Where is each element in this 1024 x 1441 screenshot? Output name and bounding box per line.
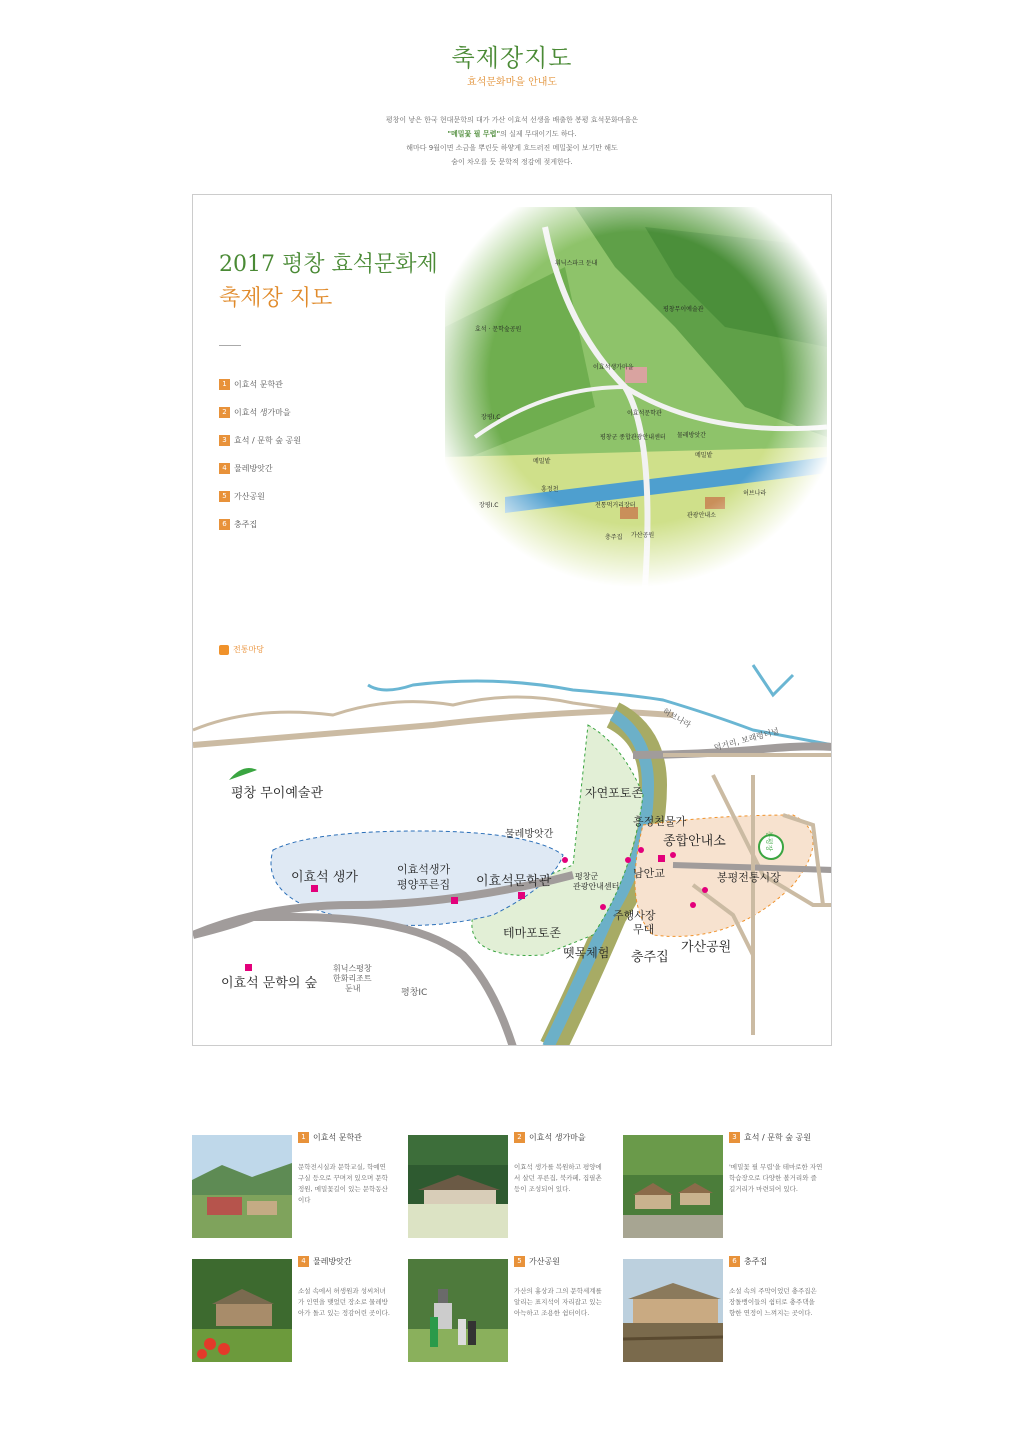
spot-marker xyxy=(562,857,568,863)
card-title xyxy=(514,1132,586,1143)
map-label: 봉평전통시장 xyxy=(717,871,781,884)
card-title xyxy=(729,1256,767,1267)
vignette xyxy=(445,207,827,587)
aerial-label: 이효석문학관 xyxy=(627,410,662,417)
intro-line-2 xyxy=(0,127,1024,141)
map-label: 덕거리, 보래령터널 xyxy=(712,726,780,753)
spot-marker xyxy=(451,897,458,904)
map-label: 휘닉스평창 xyxy=(333,964,372,973)
schematic-map xyxy=(193,655,832,1046)
aerial-label: 평창군 종합관광안내센터 xyxy=(600,434,666,441)
map-heading-1: 2017 평창 효석문화제 xyxy=(219,252,438,277)
map-label: 평창 무이예술관 xyxy=(231,786,324,801)
zone-swatch xyxy=(219,645,229,655)
aerial-label: 평창무이예술관 xyxy=(663,306,704,313)
aerial-illustration xyxy=(445,207,827,587)
aerial-label: 메밀밭 xyxy=(533,458,551,465)
legend-label: 이효석 문학관 xyxy=(234,380,283,389)
card-number: 2 xyxy=(514,1132,525,1143)
map-label: 한화리조트 xyxy=(333,974,372,983)
map-label: 무대 xyxy=(633,923,655,936)
card-title-text: 가산공원 xyxy=(529,1257,560,1266)
attraction-card xyxy=(623,1256,823,1366)
spot-marker xyxy=(311,885,318,892)
map-label: 가산공원 xyxy=(681,940,732,955)
attraction-card xyxy=(408,1256,608,1366)
photo-gasan-park xyxy=(408,1259,508,1362)
map-label: 봉평장 xyxy=(765,831,773,852)
card-title xyxy=(298,1132,362,1143)
map-label: 이효석생가 xyxy=(397,863,451,876)
map-legend xyxy=(219,379,301,547)
spot-marker xyxy=(625,857,631,863)
page-subtitle: 효석문화마을 안내도 xyxy=(466,77,558,88)
legend-label: 충주집 xyxy=(234,520,258,529)
card-number: 4 xyxy=(298,1256,309,1267)
card-title-text: 이효석 생가마을 xyxy=(529,1133,586,1142)
zone-label: 전통마당 xyxy=(233,645,264,654)
card-title-text: 물레방앗간 xyxy=(313,1257,352,1266)
legend-number: 1 xyxy=(219,379,230,390)
map-label: 주행사장 xyxy=(613,909,656,922)
legend-item xyxy=(219,463,301,491)
photo-chungju-house xyxy=(623,1259,723,1362)
aerial-label: 허브나라 xyxy=(743,490,767,497)
spot-marker xyxy=(658,855,665,862)
attraction-card xyxy=(192,1256,392,1366)
card-description: 문학전시실과 문학교실, 학예연구실 등으로 꾸며져 있으며 문학정원, 메밀꽃길이 있는 문학동산이다 xyxy=(298,1163,388,1204)
spot-marker xyxy=(600,904,606,910)
card-title-text: 충주집 xyxy=(744,1257,768,1266)
map-label: 둔내 xyxy=(345,984,361,993)
aerial-label: 물레방앗간 xyxy=(677,432,706,439)
map-label: 평양푸른집 xyxy=(397,878,451,891)
legend-number: 3 xyxy=(219,435,230,446)
card-description: 이효석 생가를 복원하고 평양에서 살던 푸른집, 북카페, 집필촌 등이 조성되어 있다. xyxy=(514,1163,602,1193)
aerial-label: 효석 · 문학숲공원 xyxy=(475,326,522,333)
spot-marker xyxy=(690,902,696,908)
map-label: 테마포토존 xyxy=(503,926,561,940)
card-title xyxy=(514,1256,560,1267)
photo-forest-park xyxy=(623,1135,723,1238)
map-label: 평창IC xyxy=(401,988,428,998)
attraction-card xyxy=(623,1132,823,1242)
photo-mill xyxy=(192,1259,292,1362)
legend-label: 물레방앗간 xyxy=(234,464,273,473)
card-title xyxy=(729,1132,811,1143)
legend-label: 가산공원 xyxy=(234,492,265,501)
legend-number: 4 xyxy=(219,463,230,474)
aerial-label: 장평I.C xyxy=(481,414,501,421)
spot-marker xyxy=(245,964,252,971)
intro-text xyxy=(0,113,1024,169)
attraction-card xyxy=(408,1132,608,1242)
map-label: 물레방앗간 xyxy=(505,829,554,840)
spot-marker xyxy=(702,887,708,893)
map-label: 이효석 생가 xyxy=(291,870,358,885)
map-label: 허브나라 xyxy=(661,706,693,730)
aerial-label: 흥정천 xyxy=(541,486,559,493)
aerial-label: 휘닉스파크 둔내 xyxy=(555,260,598,267)
map-label: 종합안내소 xyxy=(663,834,726,849)
intro-line-3: 해마다 9월이면 소금을 뿌린듯 하얗게 흐드러진 메밀꽃이 보기만 해도 xyxy=(406,144,618,152)
aerial-label: 이효석생가마을 xyxy=(593,364,634,371)
map-label: 뗏목체험 xyxy=(563,946,610,960)
page-title: 축제장지도 xyxy=(451,44,573,72)
legend-number: 2 xyxy=(219,407,230,418)
card-description: 소설 속의 주막이었던 충주집은 장돌뱅이들의 쉼터로 충주댁을 향한 연정이 느껴지는 곳이다. xyxy=(729,1287,817,1317)
legend-item xyxy=(219,379,301,407)
legend-item xyxy=(219,407,301,435)
map-label: 남안교 xyxy=(633,867,665,880)
map-label: 흥정천물가 xyxy=(633,815,687,828)
aerial-label: 장평I.C xyxy=(479,502,499,509)
map-label: 충주집 xyxy=(631,950,669,965)
card-number: 1 xyxy=(298,1132,309,1143)
aerial-label: 메밀밭 xyxy=(695,452,713,459)
intro-line-4: 숨이 차오를 듯 문학적 정감에 젖게한다. xyxy=(451,158,573,166)
card-title-text: 이효석 문학관 xyxy=(313,1133,362,1142)
aerial-label: 전통먹거리장터 xyxy=(595,502,636,509)
spot-marker xyxy=(670,852,676,858)
card-title xyxy=(298,1256,352,1267)
card-number: 3 xyxy=(729,1132,740,1143)
card-description: 소설 속에서 허생원과 성씨처녀가 인연을 맺었던 장소로 물레방아가 돌고 있는 정감어린 곳이다. xyxy=(298,1287,390,1317)
map-label: 이효석문학관 xyxy=(476,874,552,889)
spot-marker xyxy=(638,847,644,853)
aerial-label: 관광안내소 xyxy=(687,512,716,519)
photo-saenga xyxy=(408,1135,508,1238)
aerial-label: 가산공원 xyxy=(631,532,655,539)
intro-line-1: 평창이 낳은 한국 현대문학의 대가 가산 이효석 선생을 배출한 봉평 효석문화마을은 xyxy=(385,116,639,124)
divider xyxy=(219,345,241,346)
card-description: '메밀꽃 필 무렵'을 테마로한 자연학습장으로 다양한 볼거리와 즐길거리가 마련되어 있다. xyxy=(729,1163,823,1193)
intro-highlight: "메밀꽃 필 무렵" xyxy=(447,130,501,138)
photo-munhakgwan xyxy=(192,1135,292,1238)
map-label: 평창군 xyxy=(575,872,599,881)
card-description: 가산의 흉상과 그의 문학세계를 알리는 표지석이 자리잡고 있는 아늑하고 조용한 쉼터이다. xyxy=(514,1287,602,1317)
festival-map xyxy=(192,194,832,1046)
spot-marker xyxy=(518,892,525,899)
attraction-card xyxy=(192,1132,392,1242)
legend-item xyxy=(219,519,301,547)
card-number: 6 xyxy=(729,1256,740,1267)
map-label: 자연포토존 xyxy=(585,786,643,800)
legend-label: 이효석 생가마을 xyxy=(234,408,291,417)
map-label: 관광안내센터 xyxy=(573,882,620,891)
legend-number: 5 xyxy=(219,491,230,502)
legend-label: 효석 / 문학 숲 공원 xyxy=(234,436,301,445)
map-label: 이효석 문학의 숲 xyxy=(221,976,318,991)
aerial-label: 충주집 xyxy=(605,534,623,541)
legend-item xyxy=(219,491,301,519)
card-title-text: 효석 / 문학 숲 공원 xyxy=(744,1133,811,1142)
map-heading-2: 축제장 지도 xyxy=(219,286,333,311)
legend-number: 6 xyxy=(219,519,230,530)
card-number: 5 xyxy=(514,1256,525,1267)
intro-line-2-rest: 의 실제 무대이기도 하다. xyxy=(500,130,577,138)
legend-item xyxy=(219,435,301,463)
